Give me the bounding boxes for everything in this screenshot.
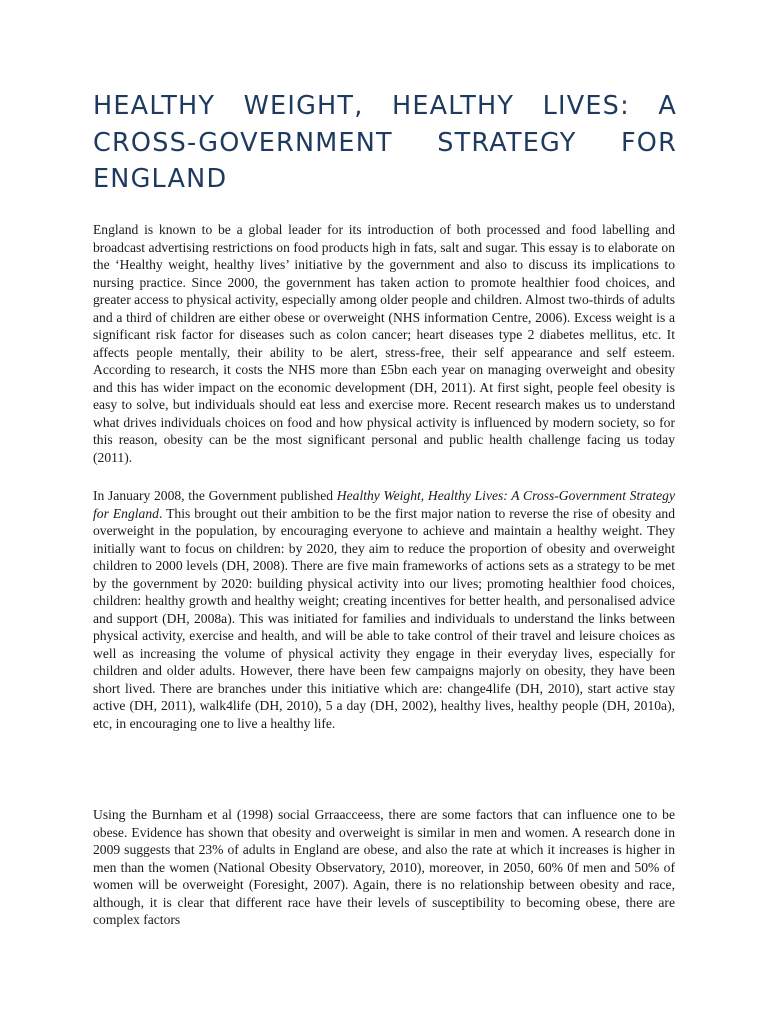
document-title: HEALTHY WEIGHT, HEALTHY LIVES: A CROSS-GOVERNMENT STRATEGY FOR ENGLAND [93,91,677,194]
paragraph-factors: Using the Burnham et al (1998) social Grraacceess, there are some factors that can influence one to be obese. Evidence has shown that obesity and overweight is similar in men and women. A research done in 2009 suggests that 23% of adults in England are obese, and also the rate at which it increases is higher in men than the women (National Obesity Observatory, 2010), moreover, in 2050, 60% 0f men and 50% of women will be overweight (Foresight, 2007). Again, there is no relationship between obesity and race, although, it is clear that different race have their levels of susceptibility to becoming obese, there are complex factors [93,807,675,927]
paragraph-strategy-rest: . This brought out their ambition to be the first major nation to reverse the rise of obesity and overweight in the population, by encouraging everyone to achieve and maintain a healthy weight. They initially want to focus on children: by 2020, they aim to reduce the proportion of obesity and overweight children to 2000 levels (DH, 2008). There are five main frameworks of actions sets as a strategy to be met by the government by 2020: building physical activity into our lives; promoting healthier food choices, children: healthy growth and healthy weight; creating incentives for better health, and personalised advice and support (DH, 2008a). This was initiated for families and individuals to understand the links between physical activity, exercise and health, and will be able to take control of their travel and leisure choices as well as increasing the volume of physical activity they engage in their everyday lives, especially for children and older adults. However, there have been few campaigns majorly on obesity, they have been short lived. There are branches under this initiative which are: change4life (DH, 2010), start active stay active (DH, 2011), walk4life (DH, 2010), 5 a day (DH, 2002), healthy lives, healthy people (DH, 2010a), etc, in encouraging one to live a healthy life. [93,505,675,731]
paragraph-strategy [93,487,675,732]
paragraph-intro: England is known to be a global leader for its introduction of both processed and food labelling and broadcast advertising restrictions on food products high in fats, salt and sugar. This essay is to elaborate on the ‘Healthy weight, healthy lives’ initiative by the government and also to discuss its implications to nursing practice. Since 2000, the government has taken action to promote healthier food choices, and greater access to physical activity, especially among older people and children. Almost two-thirds of adults and a third of children are either obese or overweight (NHS information Centre, 2006). Excess weight is a significant risk factor for diseases such as colon cancer; heart diseases type 2 diabetes mellitus, etc. It affects people mentally, their ability to be alert, stress-free, their self appearance and self esteem. According to research, it costs the NHS more than £5bn each year on managing overweight and obesity and this has wider impact on the economic development (DH, 2011). At first sight, people feel obesity is easy to solve, but individuals should eat less and exercise more. Recent research makes us to understand what drives individuals choices on food and how physical activity is influenced by modern society, so for this reason, obesity can be the most significant personal and public health challenge facing us today (2011). [93,222,675,465]
paragraph-strategy-intro: In January 2008, the Government published [93,488,337,503]
strategy-title-italic: Healthy Weight, Healthy Lives: A Cross-Government Strategy for England [93,488,675,521]
